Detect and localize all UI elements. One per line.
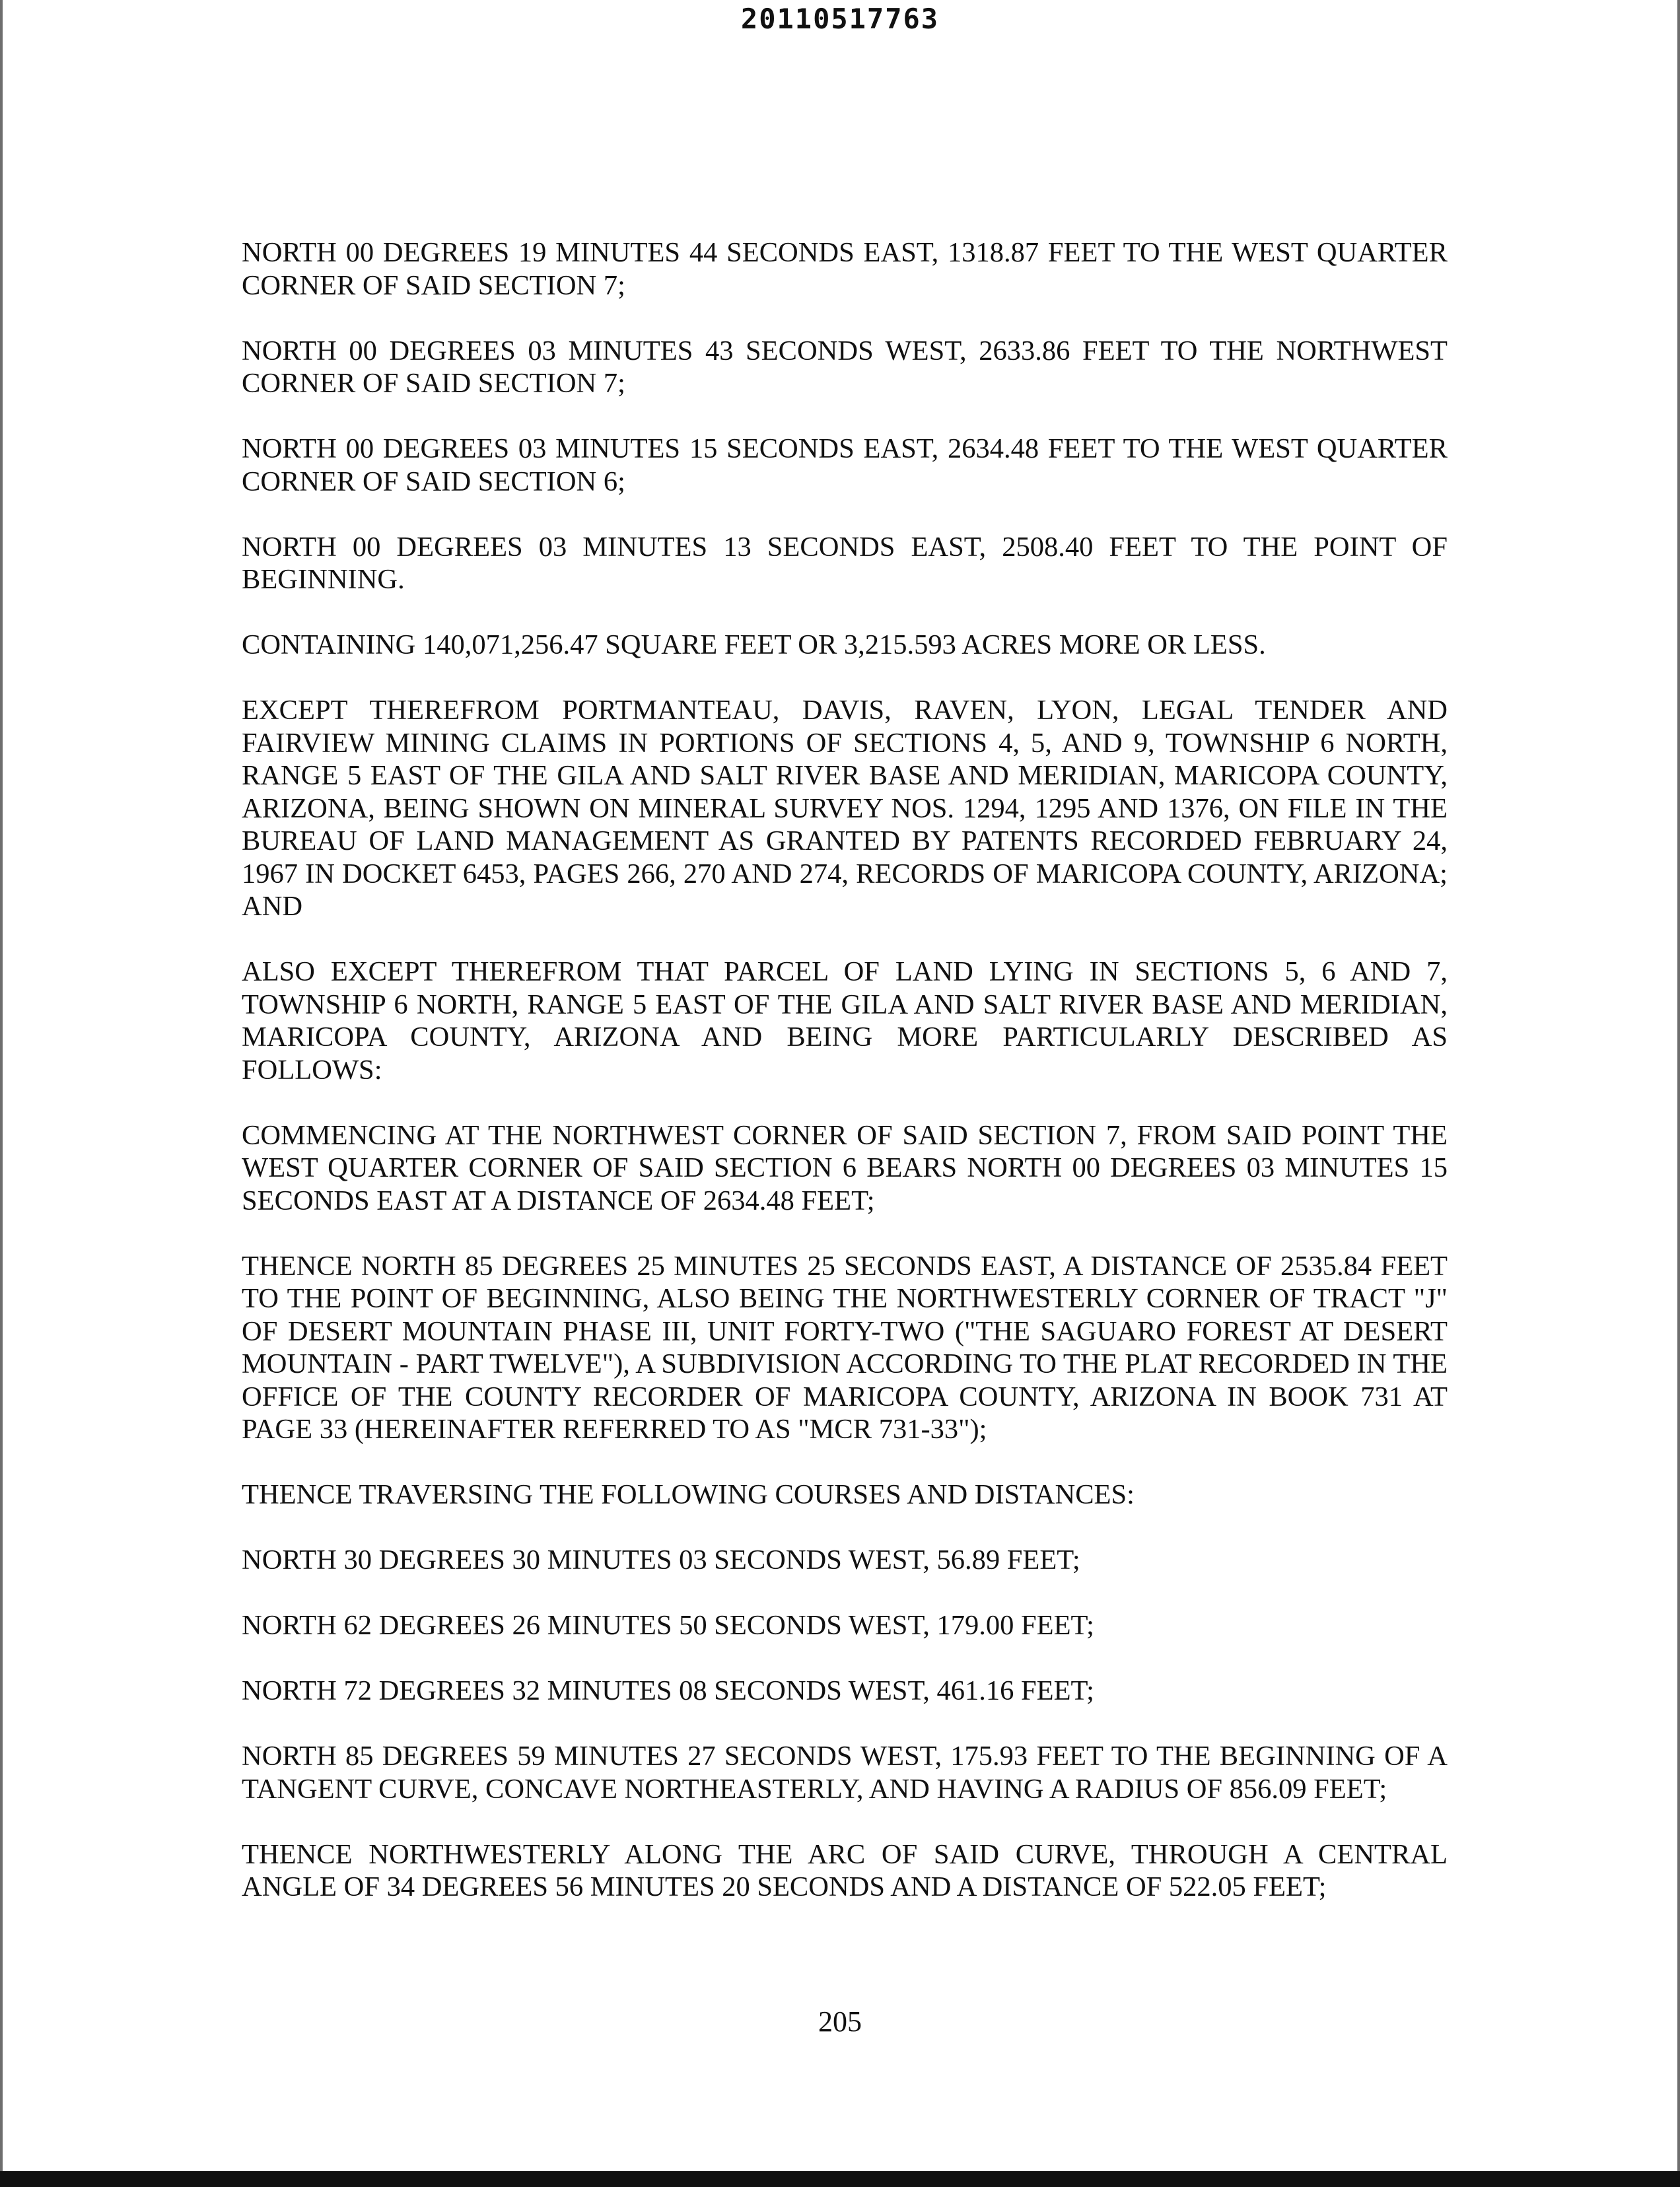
paragraph: NORTH 00 DEGREES 03 MINUTES 13 SECONDS EAST, 2508.40 FEET TO THE POINT OF BEGINNING.: [242, 531, 1448, 595]
paragraph: NORTH 30 DEGREES 30 MINUTES 03 SECONDS WEST, 56.89 FEET;: [242, 1545, 1080, 1576]
paragraph: COMMENCING AT THE NORTHWEST CORNER OF SAID SECTION 7, FROM SAID POINT THE WEST QUARTER CORNER OF SAID SECTION 6 BEARS NORTH 00 DEGREES 03 MINUTES 15 SECONDS EAST AT A DISTANCE OF 2634.48 FEET;: [242, 1119, 1448, 1216]
paragraph: NORTH 62 DEGREES 26 MINUTES 50 SECONDS WEST, 179.00 FEET;: [242, 1610, 1094, 1641]
scan-left-border: [0, 0, 3, 2179]
paragraph: THENCE NORTHWESTERLY ALONG THE ARC OF SAID CURVE, THROUGH A CENTRAL ANGLE OF 34 DEGREES 56 MINUTES 20 SECONDS AND A DISTANCE OF 522.05 FEET;: [242, 1838, 1448, 1902]
page-number: 205: [818, 2005, 862, 2038]
paragraph: ALSO EXCEPT THEREFROM THAT PARCEL OF LAND LYING IN SECTIONS 5, 6 AND 7, TOWNSHIP 6 NORTH, RANGE 5 EAST OF THE GILA AND SALT RIVER BASE AND MERIDIAN, MARICOPA COUNTY, ARIZONA AND BEING MORE PARTICULARLY DESCRIBED AS FOLLOWS:: [242, 956, 1448, 1086]
scan-bottom-border: [0, 2171, 1680, 2187]
legal-description-body: [242, 236, 1448, 1936]
paragraph: NORTH 85 DEGREES 59 MINUTES 27 SECONDS WEST, 175.93 FEET TO THE BEGINNING OF A TANGENT CURVE, CONCAVE NORTHEASTERLY, AND HAVING A RADIUS OF 856.09 FEET;: [242, 1741, 1448, 1805]
paragraph: THENCE NORTH 85 DEGREES 25 MINUTES 25 SECONDS EAST, A DISTANCE OF 2535.84 FEET TO THE POINT OF BEGINNING, ALSO BEING THE NORTHWESTERLY CORNER OF TRACT "J" OF DESERT MOUNTAIN PHASE III, UNIT FORTY-TWO ("THE SAGUARO FOREST AT DESERT MOUNTAIN - PART TWELVE"), A SUBDIVISION ACCORDING TO THE PLAT RECORDED IN THE OFFICE OF THE COUNTY RECORDER OF MARICOPA COUNTY, ARIZONA IN BOOK 731 AT PAGE 33 (HEREINAFTER REFERRED TO AS "MCR 731-33");: [242, 1250, 1448, 1445]
recording-number: 20110517763: [740, 3, 940, 35]
paragraph: THENCE TRAVERSING THE FOLLOWING COURSES AND DISTANCES:: [242, 1479, 1135, 1510]
paragraph: NORTH 00 DEGREES 03 MINUTES 43 SECONDS WEST, 2633.86 FEET TO THE NORTHWEST CORNER OF SAID SECTION 7;: [242, 335, 1448, 399]
scan-right-border: [1677, 0, 1680, 2179]
paragraph: CONTAINING 140,071,256.47 SQUARE FEET OR 3,215.593 ACRES MORE OR LESS.: [242, 629, 1266, 660]
paragraph: NORTH 00 DEGREES 19 MINUTES 44 SECONDS EAST, 1318.87 FEET TO THE WEST QUARTER CORNER OF SAID SECTION 7;: [242, 237, 1448, 301]
paragraph: EXCEPT THEREFROM PORTMANTEAU, DAVIS, RAVEN, LYON, LEGAL TENDER AND FAIRVIEW MINING CLAIMS IN PORTIONS OF SECTIONS 4, 5, AND 9, TOWNSHIP 6 NORTH, RANGE 5 EAST OF THE GILA AND SALT RIVER BASE AND MERIDIAN, MARICOPA COUNTY, ARIZONA, BEING SHOWN ON MINERAL SURVEY NOS. 1294, 1295 AND 1376, ON FILE IN THE BUREAU OF LAND MANAGEMENT AS GRANTED BY PATENTS RECORDED FEBRUARY 24, 1967 IN DOCKET 6453, PAGES 266, 270 AND 274, RECORDS OF MARICOPA COUNTY, ARIZONA; AND: [242, 695, 1448, 922]
paragraph: NORTH 00 DEGREES 03 MINUTES 15 SECONDS EAST, 2634.48 FEET TO THE WEST QUARTER CORNER OF SAID SECTION 6;: [242, 433, 1448, 497]
paragraph: NORTH 72 DEGREES 32 MINUTES 08 SECONDS WEST, 461.16 FEET;: [242, 1675, 1094, 1706]
